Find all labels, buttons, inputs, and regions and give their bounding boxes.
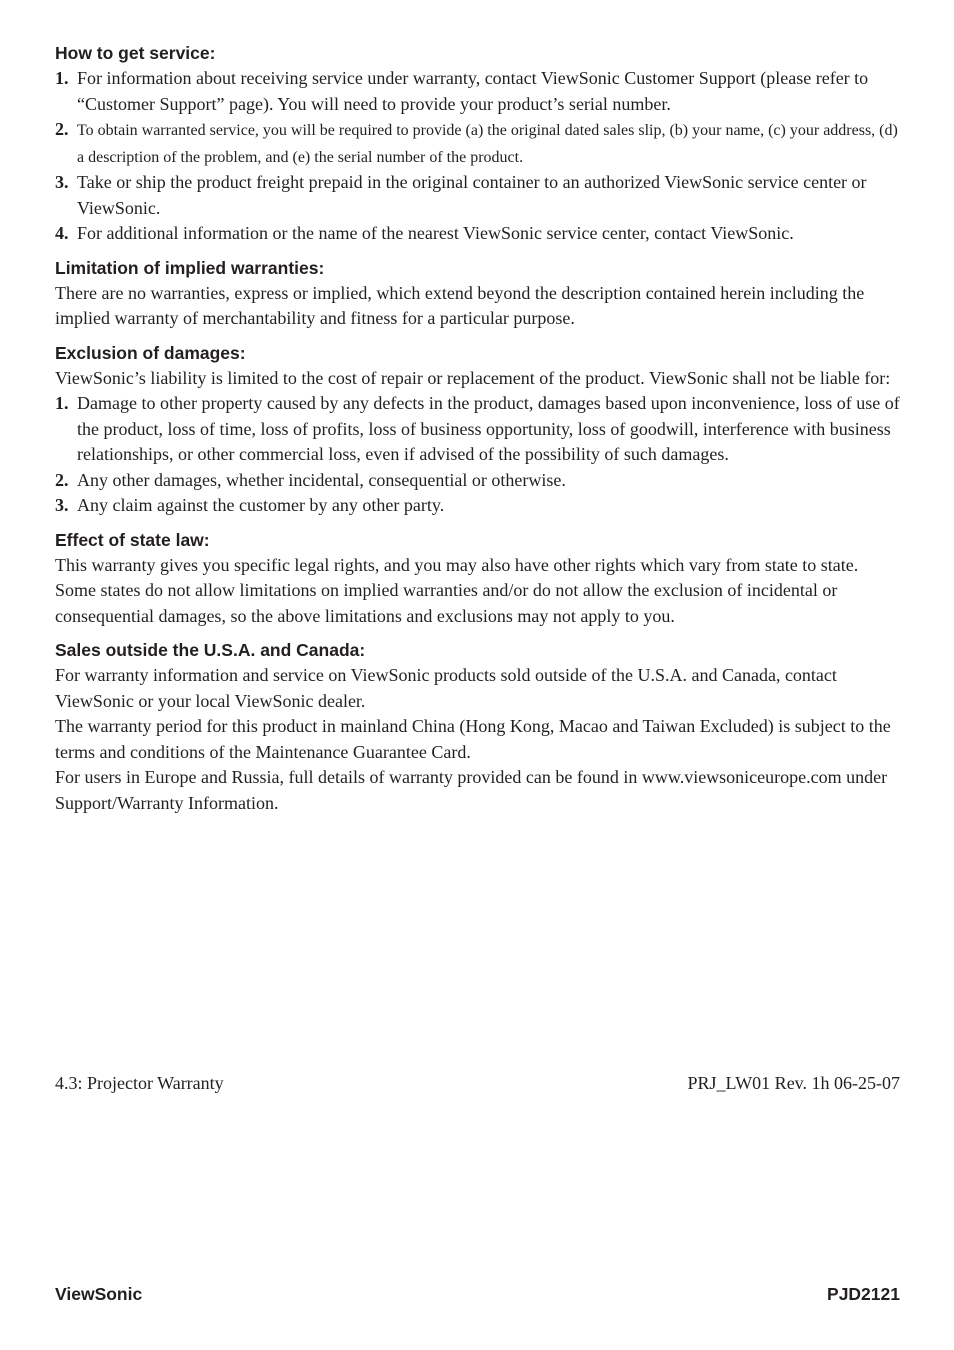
section-exclusion <box>55 341 903 519</box>
list-item <box>55 221 903 247</box>
list-item-text: For information about receiving service under warranty, contact ViewSonic Customer Support (please refer to “Customer Support” page). You will need to provide your product’s serial number. <box>77 68 869 114</box>
list-item-text: For additional information or the name of the nearest ViewSonic service center, contact ViewSonic. <box>77 223 794 243</box>
list-item-text: To obtain warranted service, you will be required to provide (a) the original dated sales slip, (b) your name, (c) your address, (d) a description of the problem, and (e) the serial number of the product. <box>77 122 898 166</box>
section-how-to-get-service <box>55 41 903 247</box>
limitation-text: There are no warranties, express or implied, which extend beyond the description contained herein including the implied warranty of merchantability and fitness for a particular purpose. <box>55 282 865 328</box>
exclusion-list <box>55 391 903 519</box>
list-item-number: 3. <box>55 172 69 192</box>
model-number: PJD2121 <box>827 1284 900 1304</box>
section-outside-usa <box>55 638 903 816</box>
section-limitation <box>55 256 903 332</box>
document-body <box>55 41 903 825</box>
heading-exclusion: Exclusion of damages: <box>55 342 246 363</box>
outside-paragraph-1: For warranty information and service on ViewSonic products sold outside of the U.S.A. and Canada, contact ViewSonic or your local ViewSonic dealer. <box>55 665 837 711</box>
list-item-number: 1. <box>55 68 69 88</box>
list-item-text: Any claim against the customer by any other party. <box>77 495 445 515</box>
exclusion-intro: ViewSonic’s liability is limited to the cost of repair or replacement of the product. ViewSonic shall not be liable for: <box>55 367 891 388</box>
list-item <box>55 493 903 519</box>
list-item-text: Take or ship the product freight prepaid in the original container to an authorized ViewSonic service center or ViewSonic. <box>77 172 867 218</box>
list-item-number: 4. <box>55 223 69 243</box>
section-label: 4.3: Projector Warranty <box>55 1073 224 1093</box>
list-item <box>55 170 903 221</box>
list-item-number: 2. <box>55 119 69 139</box>
brand-name: ViewSonic <box>55 1284 143 1304</box>
outside-paragraph-3: For users in Europe and Russia, full details of warranty provided can be found in www.viewsoniceurope.com under Support/Warranty Information. <box>55 767 888 813</box>
outside-paragraph-2: The warranty period for this product in mainland China (Hong Kong, Macao and Taiwan Excluded) is subject to the terms and conditions of the Maintenance Guarantee Card. <box>55 716 891 762</box>
section-state-law <box>55 528 903 630</box>
list-item <box>55 117 903 170</box>
heading-state-law: Effect of state law: <box>55 529 210 550</box>
service-list <box>55 66 903 247</box>
revision-code: PRJ_LW01 Rev. 1h 06-25-07 <box>687 1073 900 1093</box>
heading-limitation: Limitation of implied warranties: <box>55 257 325 278</box>
list-item-text: Any other damages, whether incidental, consequential or otherwise. <box>77 469 566 490</box>
list-item-text: Damage to other property caused by any defects in the product, damages based upon inconvenience, loss of use of the product, loss of time, loss of profits, loss of business opportunity, loss of goodwill, interference with business relationships, or other commercial loss, even if advised of the possibility of such damages. <box>77 393 900 464</box>
list-item-number: 3. <box>55 495 69 515</box>
list-item <box>55 391 903 468</box>
list-item-number: 1. <box>55 393 69 413</box>
heading-outside-usa: Sales outside the U.S.A. and Canada: <box>55 640 366 660</box>
heading-how-to-get-service: How to get service: <box>55 43 216 63</box>
list-item-number: 2. <box>55 469 69 490</box>
list-item <box>55 468 903 494</box>
state-law-text: This warranty gives you specific legal rights, and you may also have other rights which vary from state to state. Some states do not allow limitations on implied warranties and/or do not allow the exclusion of incidental or consequential damages, so the above limitations and exclusions may not apply to you. <box>55 554 859 626</box>
list-item <box>55 66 903 117</box>
